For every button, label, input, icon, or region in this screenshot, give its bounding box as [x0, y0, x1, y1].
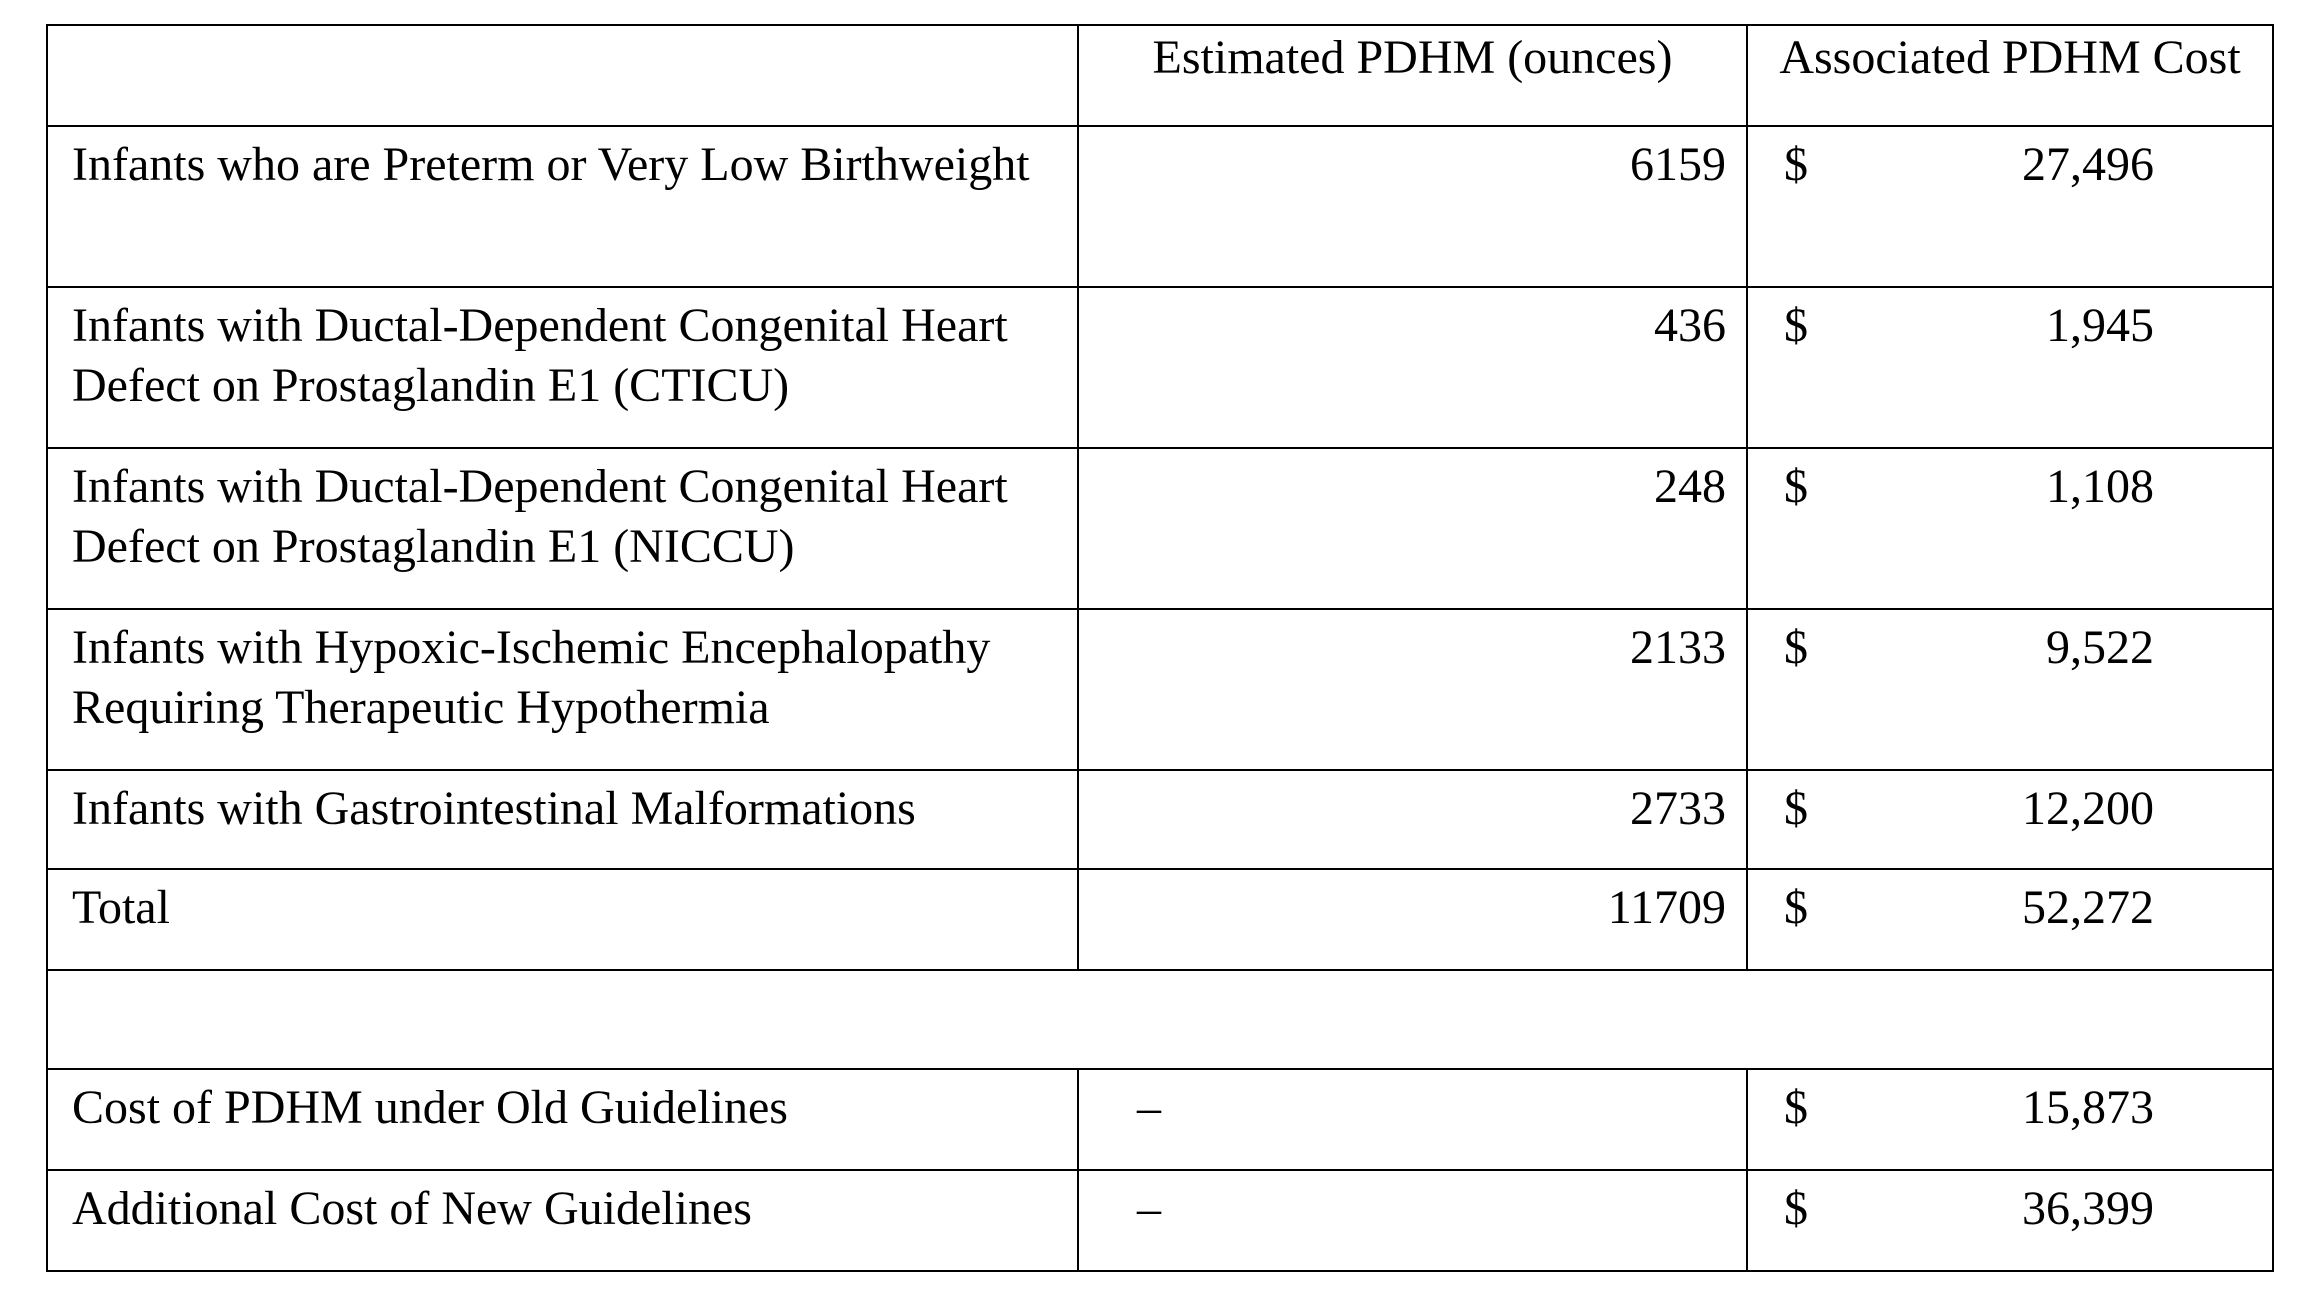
table-row	[47, 770, 2273, 869]
row-ounces: 436	[1078, 287, 1747, 448]
table-row	[47, 126, 2273, 287]
table-row	[47, 287, 2273, 448]
row-cost: 27,496	[2022, 138, 2154, 191]
currency-symbol: $	[1784, 621, 1808, 674]
total-row	[47, 869, 2273, 970]
total-cost: 52,272	[2022, 881, 2154, 934]
summary-cost: 36,399	[2022, 1182, 2154, 1235]
summary-ounces-dash: –	[1078, 1170, 1747, 1271]
row-label: Infants with Ductal-Dependent Congenital Heart Defect on Prostaglandin E1 (NICCU)	[47, 448, 1078, 609]
row-label: Infants with Ductal-Dependent Congenital Heart Defect on Prostaglandin E1 (CTICU)	[47, 287, 1078, 448]
row-cost: 9,522	[2046, 621, 2154, 674]
summary-cost-cell	[1747, 1170, 2273, 1271]
summary-ounces-dash: –	[1078, 1069, 1747, 1170]
summary-row	[47, 1069, 2273, 1170]
total-cost-cell	[1747, 869, 2273, 970]
total-label: Total	[47, 869, 1078, 970]
row-cost: 1,945	[2046, 299, 2154, 352]
pdhm-cost-table	[46, 24, 2274, 1272]
row-label: Infants with Gastrointestinal Malformations	[47, 770, 1078, 869]
total-ounces: 11709	[1078, 869, 1747, 970]
row-cost: 12,200	[2022, 782, 2154, 835]
table-row	[47, 448, 2273, 609]
row-cost-cell	[1747, 770, 2273, 869]
spacer-cell	[47, 970, 2273, 1069]
row-label: Infants who are Preterm or Very Low Birthweight	[47, 126, 1078, 287]
summary-cost-cell	[1747, 1069, 2273, 1170]
row-cost-cell	[1747, 287, 2273, 448]
row-cost-cell	[1747, 609, 2273, 770]
currency-symbol: $	[1784, 138, 1808, 191]
currency-symbol: $	[1784, 1081, 1808, 1134]
currency-symbol: $	[1784, 881, 1808, 934]
summary-label: Cost of PDHM under Old Guidelines	[47, 1069, 1078, 1170]
summary-cost: 15,873	[2022, 1081, 2154, 1134]
table-header-row	[47, 25, 2273, 126]
summary-label: Additional Cost of New Guidelines	[47, 1170, 1078, 1271]
spacer-row	[47, 970, 2273, 1069]
header-associated-cost: Associated PDHM Cost	[1747, 25, 2273, 126]
currency-symbol: $	[1784, 299, 1808, 352]
table-row	[47, 609, 2273, 770]
row-ounces: 6159	[1078, 126, 1747, 287]
currency-symbol: $	[1784, 1182, 1808, 1235]
row-ounces: 2733	[1078, 770, 1747, 869]
header-estimated-ounces: Estimated PDHM (ounces)	[1078, 25, 1747, 126]
row-cost: 1,108	[2046, 460, 2154, 513]
row-cost-cell	[1747, 448, 2273, 609]
row-ounces: 248	[1078, 448, 1747, 609]
summary-row	[47, 1170, 2273, 1271]
currency-symbol: $	[1784, 460, 1808, 513]
currency-symbol: $	[1784, 782, 1808, 835]
row-cost-cell	[1747, 126, 2273, 287]
row-label: Infants with Hypoxic-Ischemic Encephalopathy Requiring Therapeutic Hypothermia	[47, 609, 1078, 770]
header-label-cell	[47, 25, 1078, 126]
row-ounces: 2133	[1078, 609, 1747, 770]
